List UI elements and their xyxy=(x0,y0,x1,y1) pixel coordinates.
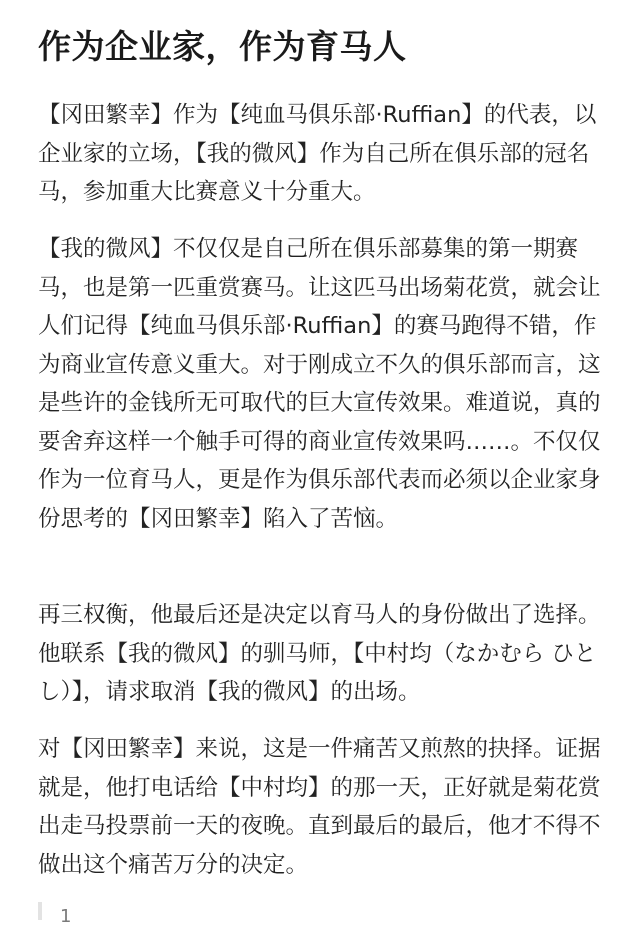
paragraph-1: 【冈田繁幸】作为【纯血马俱乐部·Ruffian】的代表，以企业家的立场，【我的微风】作为自己所在俱乐部的冠名马，参加重大比赛意义十分重大。 xyxy=(38,102,597,205)
article xyxy=(38,0,602,878)
paragraph-4: 对【冈田繁幸】来说，这是一件痛苦又煎熬的抉择。证据就是，他打电话给【中村均】的那一天，正好就是菊花赏出走马投票前一天的夜晚。直到最后的最后，他才不得不做出这个痛苦万分的决定。 xyxy=(38,736,601,878)
blockquote-bar xyxy=(38,902,42,920)
paragraph-2: 【我的微风】不仅仅是自己所在俱乐部募集的第一期赛马，也是第一匹重赏赛马。让这匹马出场菊花赏，就会让人们记得【纯血马俱乐部·Ruffian】的赛马跑得不错，作为商业宣传意义重大。对于刚成立不久的俱乐部而言，这是些许的金钱所无可取代的巨大宣传效果。难道说，真的要舍弃这样一个触手可得的商业宣传效果吗……。不仅仅作为一位育马人，更是作为俱乐部代表而必须以企业家身份思考的【冈田繁幸】陷入了苦恼。 xyxy=(38,236,601,532)
blockquote-number: 1 xyxy=(60,906,72,927)
paragraph-3: 再三权衡，他最后还是决定以育马人的身份做出了选择。他联系【我的微风】的驯马师，【中村均（なかむら ひとし）】，请求取消【我的微风】的出场。 xyxy=(38,602,601,705)
article-title: 作为企业家，作为育马人 xyxy=(38,27,407,66)
